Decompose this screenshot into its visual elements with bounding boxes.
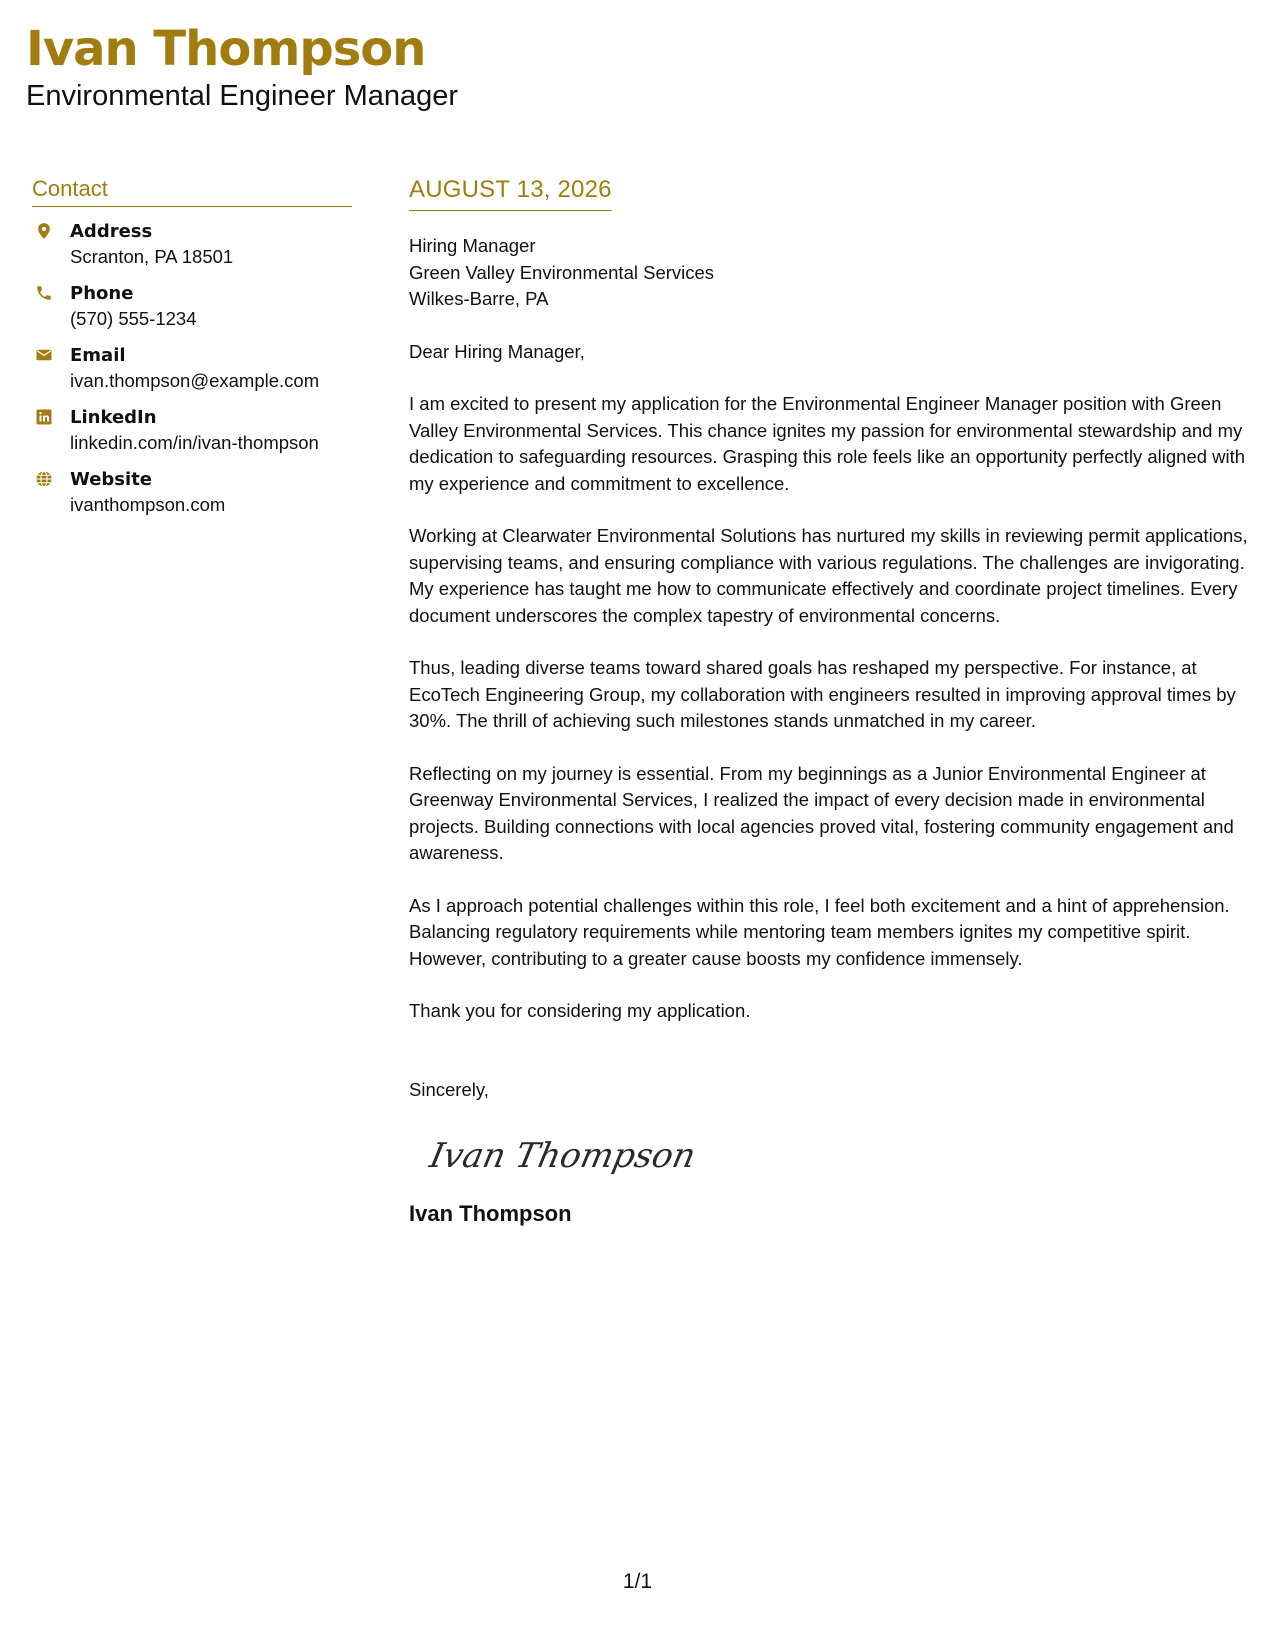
contact-sidebar — [32, 176, 352, 517]
contact-heading: Contact — [32, 176, 352, 207]
map-pin-icon — [32, 220, 70, 269]
salutation: Dear Hiring Manager, — [409, 340, 585, 362]
recipient-line: Hiring Manager — [409, 235, 536, 256]
contact-label: Address — [70, 221, 153, 242]
recipient-block — [409, 233, 1254, 313]
closing: Sincerely, — [409, 1078, 489, 1100]
job-title: Environmental Engineer Manager — [26, 80, 459, 113]
contact-value: ivan.thompson@example.com — [70, 370, 320, 391]
contact-linkedin — [32, 406, 352, 455]
contact-value: Scranton, PA 18501 — [70, 246, 234, 267]
phone-icon — [32, 282, 70, 331]
contact-address — [32, 220, 352, 269]
contact-label: Website — [70, 469, 153, 490]
contact-email — [32, 344, 352, 393]
letter-date: AUGUST 13, 2026 — [409, 176, 612, 211]
recipient-line: Wilkes-Barre, PA — [409, 288, 549, 309]
contact-value: ivanthompson.com — [70, 494, 226, 515]
contact-label: Email — [70, 345, 126, 366]
signer-name: Ivan Thompson — [409, 1201, 572, 1226]
signature-text: Ivan Thompson — [426, 1136, 700, 1176]
contact-value: linkedin.com/in/ivan-thompson — [70, 432, 319, 453]
contact-value: (570) 555-1234 — [70, 308, 197, 329]
recipient-line: Green Valley Environmental Services — [409, 261, 715, 283]
contact-label: Phone — [70, 283, 134, 304]
letter-paragraph: Reflecting on my journey is essential. From my beginnings as a Junior Environmental Engineer at Greenway Environmental Services, I realized the impact of every decision made in environmental projects. Building connections with local agencies proved vital, fostering community engagement and awareness. — [409, 762, 1234, 863]
applicant-name: Ivan Thompson — [26, 21, 426, 77]
globe-icon — [32, 468, 70, 517]
contact-label: LinkedIn — [70, 407, 157, 428]
letter-paragraph: As I approach potential challenges within this role, I feel both excitement and a hint of apprehension. Balancing regulatory requirements while mentoring team members ignites my competitive spirit. However, contributing to a greater cause boosts my confidence immensely. — [409, 894, 1230, 969]
letter-paragraph: I am excited to present my application for the Environmental Engineer Manager position with Green Valley Environmental Services. This chance ignites my passion for environmental stewardship and my dedication to safeguarding resources. Grasping this role feels like an opportunity perfectly aligned with my experience and commitment to excellence. — [409, 393, 1246, 494]
letter-paragraph: Working at Clearwater Environmental Solutions has nurtured my skills in reviewing permit applications, supervising teams, and ensuring compliance with various regulations. The challenges are invigorating. My experience has taught me how to communicate effectively and coordinate project timelines. Every document underscores the complex tapestry of environmental concerns. — [409, 525, 1248, 626]
linkedin-icon — [32, 406, 70, 455]
contact-phone — [32, 282, 352, 331]
letter-body — [409, 176, 1254, 1227]
signature-image — [427, 1125, 1254, 1183]
page-number: 1/1 — [622, 1570, 653, 1593]
envelope-icon — [32, 344, 70, 393]
letter-paragraph: Thank you for considering my application. — [409, 1000, 751, 1021]
letter-paragraph: Thus, leading diverse teams toward shared goals has reshaped my perspective. For instance, at EcoTech Engineering Group, my collaboration with engineers resulted in improving approval times by 30%. The thrill of achieving such milestones stands unmatched in my career. — [409, 657, 1236, 731]
contact-website — [32, 468, 352, 517]
header — [26, 22, 458, 114]
